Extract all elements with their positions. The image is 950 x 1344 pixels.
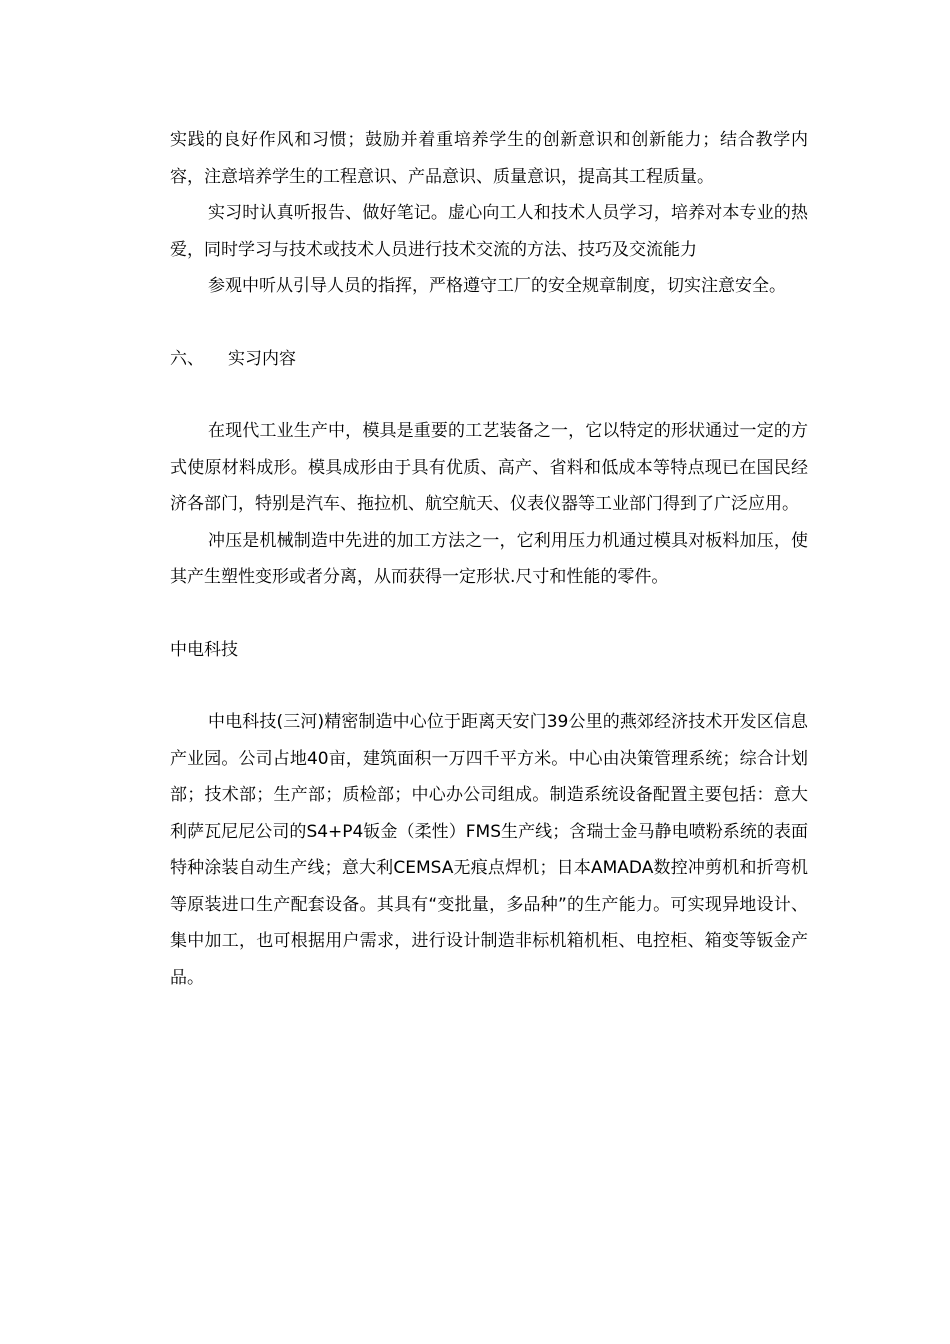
paragraph-molds: 在现代工业生产中，模具是重要的工艺装备之一，它以特定的形状通过一定的方式使原材料成形。模具成形由于具有优质、高产、省料和低成本等特点现已在国民经济各部门，特别是汽车、拖拉机、航空航天、仪表仪器等工业部门得到了广泛应用。 <box>170 421 808 514</box>
paragraph-stamping: 冲压是机械制造中先进的加工方法之一，它利用压力机通过模具对板料加压，使其产生塑性变形或者分离，从而获得一定形状.尺寸和性能的零件。 <box>170 530 808 587</box>
section-number: 六、 <box>170 348 204 369</box>
section-heading-internship-content <box>170 341 808 378</box>
spacer <box>170 668 808 704</box>
subheading-company: 中电科技 <box>170 639 238 660</box>
section-title: 实习内容 <box>228 348 296 369</box>
spacer <box>170 305 808 341</box>
paragraph-practice-habits: 实践的良好作风和习惯；鼓励并着重培养学生的创新意识和创新能力；结合教学内容，注意培养学生的工程意识、产品意识、质量意识，提高其工程质量。 <box>170 130 808 187</box>
paragraph-safety-rules: 参观中听从引导人员的指挥，严格遵守工厂的安全规章制度，切实注意安全。 <box>208 276 786 296</box>
spacer <box>170 377 808 413</box>
spacer <box>170 596 808 632</box>
paragraph-listen-reports: 实习时认真听报告、做好笔记。虚心向工人和技术人员学习，培养对本专业的热爱，同时学习与技术或技术人员进行技术交流的方法、技巧及交流能力 <box>170 203 808 260</box>
paragraph-company-description: 中电科技(三河)精密制造中心位于距离天安门39公里的燕郊经济技术开发区信息产业园。公司占地40亩，建筑面积一万四千平方米。中心由决策管理系统；综合计划部；技术部；生产部；质检部；中心办公司组成。制造系统设备配置主要包括：意大利萨瓦尼尼公司的S4+P4钣金（柔性）FMS生产线；含瑞士金马静电喷粉系统的表面特种涂装自动生产线；意大利CEMSA无痕点焊机；日本AMADA数控冲剪机和折弯机等原装进口生产配套设备。其具有“变批量，多品种”的生产能力。可实现异地设计、集中加工，也可根据用户需求，进行设计制造非标机箱机柜、电控柜、箱变等钣金产品。 <box>170 712 808 988</box>
document-body <box>170 122 808 996</box>
